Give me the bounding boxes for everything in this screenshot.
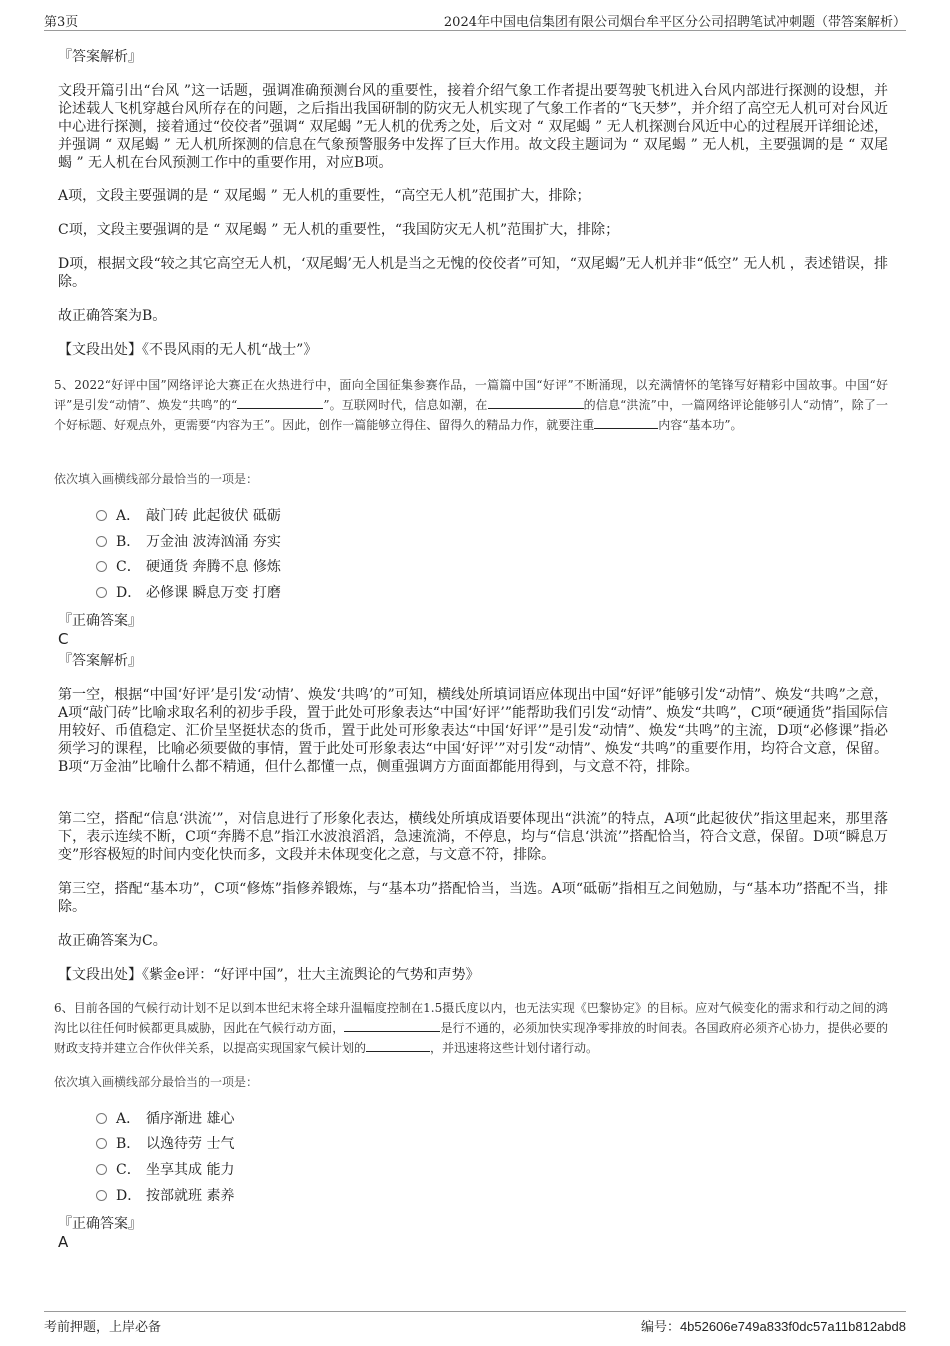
correct-answer-tag: 『正确答案』 (58, 613, 142, 629)
analysis-paragraph: D项，根据文段“较之其它高空无人机，‘双尾蝎’无人机是当之无愧的佼佼者”可知，“双尾蝎”无人机并非“低空” 无人机 ，表述错误，排除。 (58, 256, 888, 290)
analysis-paragraph: C项，文段主要强调的是 “ 双尾蝎 ” 无人机的重要性，“我国防灾无人机”范围扩大，排除； (58, 222, 620, 238)
option-c[interactable]: C． 硬通货 奔腾不息 修炼 (96, 558, 281, 576)
conclusion: 故正确答案为C。 (58, 933, 167, 949)
analysis-paragraph: 第二空，搭配“信息‘洪流’”，对信息进行了形象化表达，横线处所填成语要体现出“洪流”的特点，A项“此起彼伏”指这里起来，那里落下，表示连续不断，C项“奔腾不息”指江水波浪滔滔，急速流淌，不停息，均与“信息‘洪流’”搭配恰当，符合文意，保留。D项“瞬息万变”形容极短的时间内变化快而多，文段并未体现变化之意，与文意不符，排除。 (58, 811, 888, 863)
page-header (44, 0, 906, 31)
fill-blank (594, 416, 658, 429)
option-a[interactable]: A． 循序渐进 雄心 (96, 1110, 234, 1128)
question-instruction: 依次填入画横线部分最恰当的一项是： (54, 472, 259, 486)
page-footer (44, 1311, 906, 1346)
page-number: 第3页 (44, 15, 79, 30)
fill-blank (237, 396, 323, 409)
source-citation: 【文段出处】《紫金e评：“好评中国”，壮大主流舆论的气势和声势》 (58, 967, 480, 983)
document-code: 编号：4b52606e749a833f0dc57a11b812abd8 (640, 1319, 906, 1335)
option-c[interactable]: C． 坐享其成 能力 (96, 1161, 234, 1179)
analysis-paragraph: A项，文段主要强调的是 “ 双尾蝎 ” 无人机的重要性，“高空无人机”范围扩大，排除； (58, 188, 591, 204)
correct-answer-tag: 『正确答案』 (58, 1216, 142, 1232)
analysis-tag: 『答案解析』 (58, 49, 142, 65)
question-instruction: 依次填入画横线部分最恰当的一项是： (54, 1075, 259, 1089)
correct-answer: C (58, 630, 69, 648)
radio-icon[interactable] (96, 1190, 107, 1201)
fill-blank (488, 396, 584, 409)
fill-blank (366, 1039, 430, 1052)
option-b[interactable]: B． 万金油 波涛汹涌 夯实 (96, 533, 281, 551)
analysis-paragraph: 第一空，根据“中国‘好评’是引发‘动情’、焕发‘共鸣’的”可知，横线处所填词语应体现出中国“好评”能够引发“动情”、焕发“共鸣”之意，A项“敲门砖”比喻求取名利的初步手段，置于此处可形象表达“中国‘好评’”能帮助我们引发“动情”、焕发“共鸣”，C项“硬通货”指国际信用较好、币值稳定、汇价呈坚挺状态的货币，置于此处可形象表达“中国‘好评’”是引发“动情”、焕发“共鸣”的主流，D项“必修课”指必须学习的课程，比喻必须要做的事情，置于此处可形象表达“中国‘好评’”对引发“动情”、焕发“共鸣”的重要作用，均符合文意，保留。B项“万金油”比喻什么都不精通，但什么都懂一点，侧重强调方方面面都能用得到，与文意不符，排除。 (58, 687, 888, 775)
radio-icon[interactable] (96, 1113, 107, 1124)
radio-icon[interactable] (96, 1138, 107, 1149)
conclusion: 故正确答案为B。 (58, 308, 167, 324)
document-title: 2024年中国电信集团有限公司烟台牟平区分公司招聘笔试冲刺题（带答案解析） (443, 15, 906, 30)
correct-answer: A (58, 1233, 69, 1251)
source-citation: 【文段出处】《不畏风雨的无人机“战士”》 (58, 342, 318, 358)
radio-icon[interactable] (96, 536, 107, 547)
radio-icon[interactable] (96, 510, 107, 521)
question-stem: 5、2022“好评中国”网络评论大赛正在火热进行中，面向全国征集参赛作品，一篇篇中国“好评”不断涌现，以充满情怀的笔锋写好精彩中国故事。中国“好评”是引发“动情”、焕发“共鸣”的“ ”。互联网时代，信息如潮，在 的信息“洪流”中，一篇网络评论能够引人“动情”，除了一个好标题、好观点外，更需要“内容为王”。因此，创作一篇能够立得住、留得久的精品力作，就要注重 内容“基本功”。 (54, 378, 889, 432)
option-d[interactable]: D． 必修课 瞬息万变 打磨 (96, 584, 281, 602)
analysis-paragraph: 文段开篇引出“台风 ”这一话题，强调准确预测台风的重要性，接着介绍气象工作者提出要驾驶飞机进入台风内部进行探测的设想，并论述载人飞机穿越台风所存在的问题，之后指出我国研制的防灾无人机实现了气象工作者的“飞天梦”，并介绍了高空无人机可对台风近中心进行探测，接着通过“佼佼者”强调“ 双尾蝎 ”无人机的优秀之处，后文对 “ 双尾蝎 ” 无人机探测台风近中心的过程展开详细论述，并强调 “ 双尾蝎 ” 无人机所探测的信息在气象预警服务中发挥了巨大作用。故文段主题词为 “ 双尾蝎 ” 无人机，主要强调的是 “ 双尾蝎 ” 无人机在台风预测工作中的重要作用，对应B项。 (58, 83, 888, 171)
analysis-paragraph: 第三空，搭配“基本功”，C项“修炼”指修养锻炼，与“基本功”搭配恰当，当选。A项“砥砺”指相互之间勉励，与“基本功”搭配不当，排除。 (58, 881, 888, 915)
radio-icon[interactable] (96, 561, 107, 572)
question-stem: 6、目前各国的气候行动计划不足以到本世纪末将全球升温幅度控制在1.5摄氏度以内，也无法实现《巴黎协定》的目标。应对气候变化的需求和行动之间的鸿沟比以往任何时候都更具威胁，因此在气候行动方面， 是行不通的，必须加快实现净零排放的时间表。各国政府必须齐心协力，提供必要的财政支持并建立合作伙伴关系，以提高实现国家气候计划的 ，并迅速将这些计划付诸行动。 (54, 1001, 888, 1055)
option-d[interactable]: D． 按部就班 素养 (96, 1187, 234, 1205)
fill-blank (344, 1019, 440, 1032)
option-a[interactable]: A． 敲门砖 此起彼伏 砥砺 (96, 507, 281, 525)
radio-icon[interactable] (96, 587, 107, 598)
radio-icon[interactable] (96, 1164, 107, 1175)
option-b[interactable]: B． 以逸待劳 士气 (96, 1135, 234, 1153)
analysis-tag: 『答案解析』 (58, 653, 142, 669)
footer-slogan: 考前押题，上岸必备 (44, 1320, 162, 1335)
